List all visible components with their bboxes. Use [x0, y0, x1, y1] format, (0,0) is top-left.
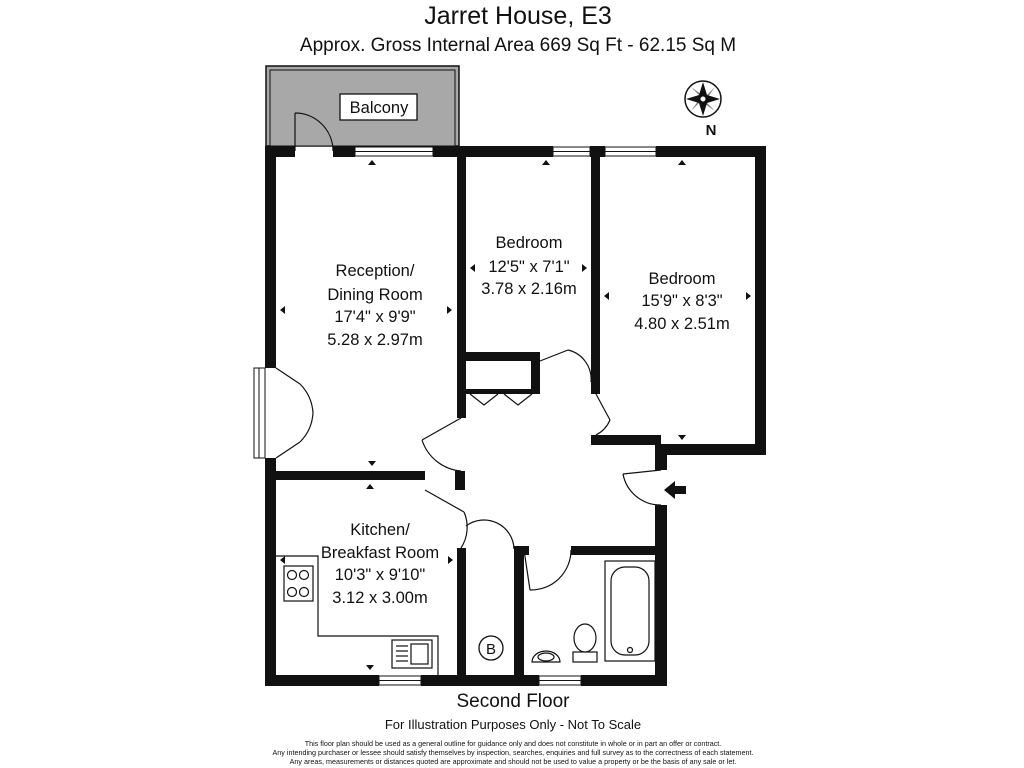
balcony-label: Balcony [349, 99, 409, 117]
floor-label: Second Floor [456, 691, 570, 712]
entrance-arrow-icon [664, 481, 686, 499]
area-summary: Approx. Gross Internal Area 669 Sq Ft - 62.15 Sq M [299, 35, 737, 56]
room-dimensions-metric: 5.28 x 2.97m [327, 331, 423, 349]
scale-note: For Illustration Purposes Only - Not To Scale [384, 717, 642, 732]
disclaimer-line: This floor plan should be used as a general outline for guidance only and does not constitute in whole or in part an offer or contract. [304, 739, 722, 748]
room-name: Breakfast Room [320, 544, 440, 562]
reception-dining-label [327, 262, 422, 349]
room-dimensions-imperial: 12'5" x 7'1" [488, 258, 570, 276]
disclaimer-line: Any areas, measurements or distances quoted are approximate and should not be used to value a property or be the basis of any sale or let. [289, 757, 737, 766]
room-name: Kitchen/ [350, 521, 410, 539]
room-dimensions-metric: 3.78 x 2.16m [481, 280, 577, 298]
room-dimensions-imperial: 10'3" x 9'10" [334, 566, 426, 584]
north-compass-icon [685, 81, 721, 117]
room-dimensions-metric: 4.80 x 2.51m [634, 315, 730, 333]
room-dimensions-imperial: 17'4" x 9'9" [334, 308, 416, 326]
doors [276, 113, 661, 590]
bathtub-icon [605, 561, 655, 661]
room-name: Bedroom [495, 234, 563, 252]
sink-icon [392, 640, 432, 668]
bedroom-2-label [634, 270, 729, 333]
room-dimensions-imperial: 15'9" x 8'3" [641, 292, 723, 310]
room-name: Dining Room [327, 286, 423, 304]
boiler-icon [479, 636, 503, 660]
plan-title: Jarret House, E3 [424, 2, 612, 30]
toilet-icon [573, 624, 597, 662]
hob-icon [288, 571, 309, 597]
room-name: Reception/ [335, 262, 415, 280]
boiler-label: B [485, 641, 497, 658]
room-name: Bedroom [648, 270, 716, 288]
room-dimensions-metric: 3.12 x 3.00m [332, 589, 428, 607]
disclaimer-line: Any intending purchaser or lessee should satisfy themselves by inspection, searches, enquiries and full survey as to the correctness of each statement. [272, 748, 754, 757]
basin-icon [532, 651, 560, 662]
kitchen-breakfast-label [321, 521, 439, 607]
north-label: N [705, 122, 717, 139]
bedroom-1-label [481, 234, 576, 298]
